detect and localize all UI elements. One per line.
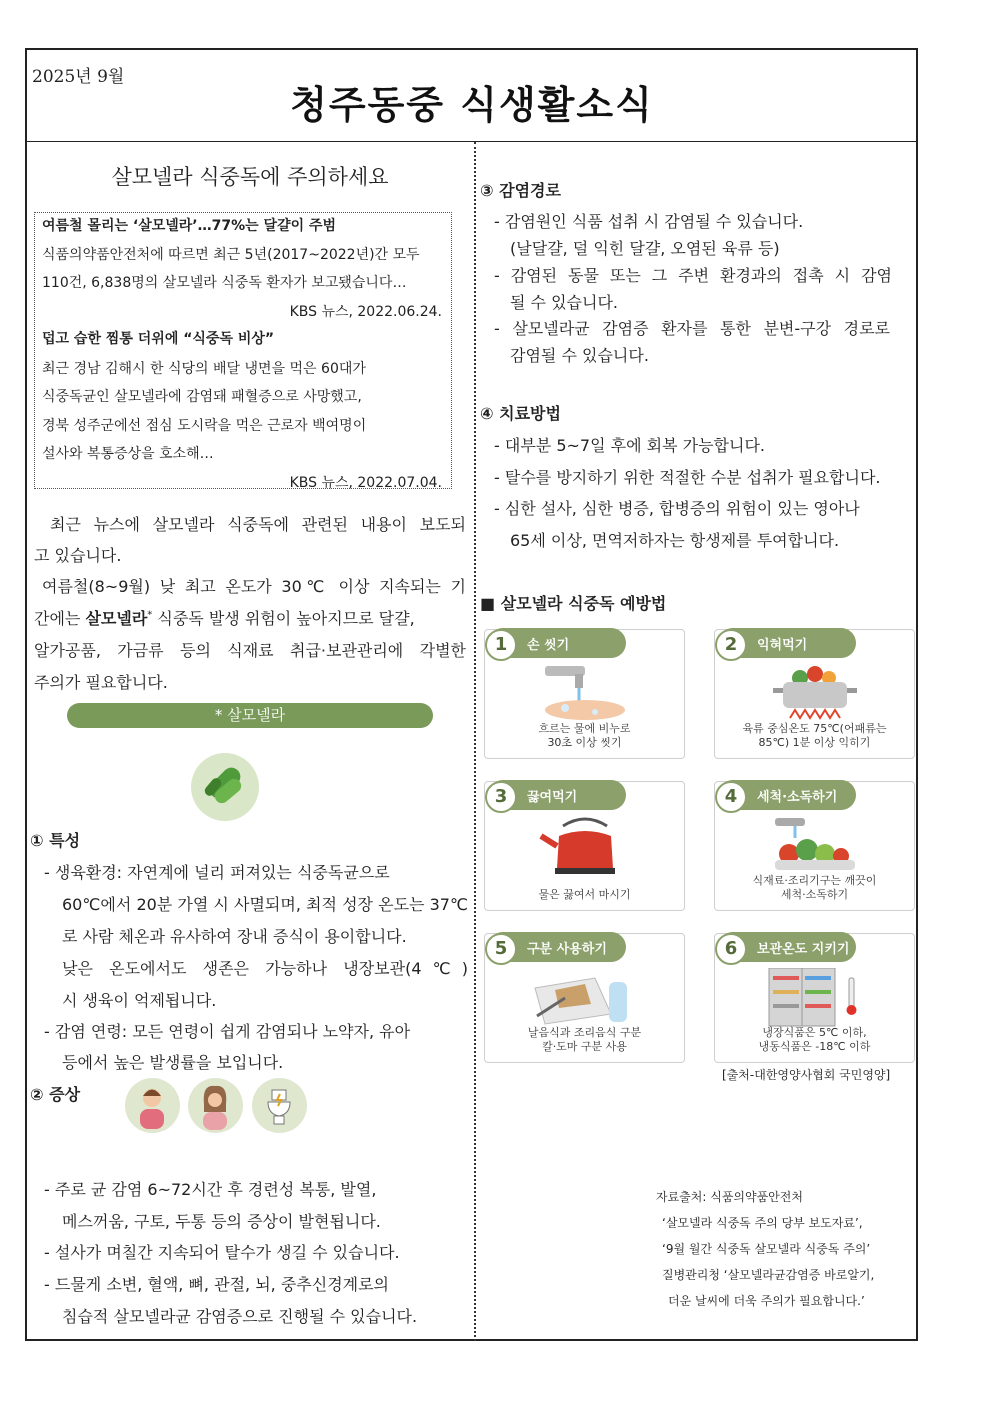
intro-text: 여름철(8~9월) 낮 최고 온도가 30℃ 이상 지속되는 기 <box>42 577 466 596</box>
headache-icon <box>188 1078 243 1133</box>
card-label: 끓여먹기 <box>527 790 578 805</box>
prevention-card-handwash <box>484 629 685 759</box>
infection-route-line: (날달걀, 덜 익힌 달걀, 오염된 육류 등) <box>510 239 780 258</box>
card-caption: 식재료·조리기구는 깨끗이 세척·소독하기 <box>752 874 877 901</box>
intro-line <box>34 638 466 661</box>
news-line: 경북 성주군에선 점심 도시락을 먹은 근로자 백여명이 <box>42 418 367 434</box>
symptoms-line: 메스꺼움, 구토, 두통 등의 증상이 발현됩니다. <box>62 1212 381 1231</box>
intro-line <box>34 574 466 597</box>
intro-text: 간에는 <box>34 609 86 628</box>
symptoms-title: ② 증상 <box>30 1085 81 1104</box>
news-line: 최근 경남 김해시 한 식당의 배달 냉면을 먹은 60대가 <box>42 361 366 377</box>
intro-line <box>34 512 466 535</box>
infection-route-line <box>494 316 890 339</box>
infection-route-line: - 감염원인 식품 섭취 시 감염될 수 있습니다. <box>494 212 804 231</box>
news-line: 설사와 복통증상을 호소해… <box>42 446 214 462</box>
cutting-board-icon <box>525 968 645 1030</box>
symptoms-line: - 설사가 며칠간 지속되어 탈수가 생길 수 있습니다. <box>44 1243 400 1262</box>
characteristics-line: 시 생육이 억제됩니다. <box>62 991 217 1010</box>
prevention-card-cook <box>714 629 915 759</box>
kettle-icon <box>525 816 645 878</box>
intro-bold: 살모넬라 <box>85 609 148 628</box>
prevention-card-boil <box>484 781 685 911</box>
characteristics-line: 로 사람 체온과 유사하여 장내 증식이 용이합니다. <box>62 927 407 946</box>
page-title: 청주동중 식생활소식 <box>290 83 654 127</box>
infection-route-text: - 감염된 동물 또는 그 주변 환경과의 접촉 시 감염 <box>494 266 892 285</box>
treatment-line: - 대부분 5~7일 후에 회복 가능합니다. <box>494 436 765 455</box>
salmonella-pill: * 살모넬라 <box>67 703 433 728</box>
news-headline: 여름철 몰리는 ‘살모넬라’…77%는 달걀이 주범 <box>42 218 337 234</box>
stomachache-icon <box>125 1078 180 1133</box>
symptoms-line: - 드물게 소변, 혈액, 뼈, 관절, 뇌, 중추신경계로의 <box>44 1275 390 1294</box>
treatment-line: - 탈수를 방지하기 위한 적절한 수분 섭취가 필요합니다. <box>494 468 881 487</box>
intro-text: 식중독 발생 위험이 높아지므로 달걀, <box>152 609 415 628</box>
column-divider <box>474 142 476 1341</box>
bacteria-icon <box>187 752 263 822</box>
header-divider <box>25 141 918 142</box>
prevention-card-storage <box>714 933 915 1063</box>
characteristics-line <box>62 956 468 979</box>
reference-line: 질병관리청 ‘살모넬라균감염증 바로알기, <box>662 1268 875 1282</box>
card-number: 5 <box>485 933 517 965</box>
characteristics-line: - 감염 연령: 모든 연령이 쉽게 감염되나 노약자, 유아 <box>44 1022 411 1041</box>
reference-line: 더운 날씨에 더욱 주의가 필요합니다.’ <box>668 1294 865 1308</box>
news-line: 식품의약품안전처에 따르면 최근 5년(2017~2022년)간 모두 <box>42 247 420 263</box>
card-caption: 육류 중심온도 75℃(어패류는 85℃) 1분 이상 익히기 <box>742 722 887 749</box>
infection-route-line: 감염될 수 있습니다. <box>510 346 649 365</box>
intro-line: 고 있습니다. <box>34 546 122 565</box>
characteristics-title: ① 특성 <box>30 831 81 850</box>
card-number: 4 <box>715 781 747 813</box>
footnote-mark: * <box>147 609 153 621</box>
intro-text: 최근 뉴스에 살모넬라 식중독에 관련된 내용이 보도되 <box>50 515 466 534</box>
characteristics-line: 등에서 높은 발생률을 보입니다. <box>62 1053 284 1072</box>
issue-date: 2025년 9월 <box>32 67 125 87</box>
card-caption: 냉장식품은 5℃ 이하, 냉동식품은 -18℃ 이하 <box>758 1026 871 1053</box>
section-title: 살모넬라 식중독에 주의하세요 <box>111 165 389 189</box>
news-source: KBS 뉴스, 2022.06.24. <box>289 304 442 320</box>
treatment-line: 65세 이상, 면역저하자는 항생제를 투여합니다. <box>510 531 840 550</box>
cards-source: [출처-대한영양사협회 국민영양] <box>722 1068 891 1082</box>
toilet-icon <box>252 1078 307 1133</box>
card-number: 1 <box>485 629 517 661</box>
card-label: 손 씻기 <box>527 638 570 653</box>
prevention-card-separate <box>484 933 685 1063</box>
card-label: 세척·소독하기 <box>757 790 838 805</box>
symptoms-line: - 주로 균 감염 6~72시간 후 경련성 복통, 발열, <box>44 1180 377 1199</box>
news-line: 110건, 6,838명의 살모넬라 식중독 환자가 보고됐습니다… <box>42 275 407 291</box>
infection-route-line: 될 수 있습니다. <box>510 293 618 312</box>
intro-line: 주의가 필요합니다. <box>34 673 168 692</box>
symptoms-line: 침습적 살모넬라균 감염증으로 진행될 수 있습니다. <box>62 1307 418 1326</box>
news-source: KBS 뉴스, 2022.07.04. <box>289 475 442 491</box>
reference-line: 자료출처: 식품의약품안전처 <box>656 1190 803 1204</box>
card-caption: 날음식과 조리음식 구분 칼·도마 구분 사용 <box>527 1026 642 1053</box>
handwash-icon <box>525 664 645 726</box>
infection-route-text: - 살모넬라균 감염증 환자를 통한 분변-구강 경로로 <box>494 319 890 338</box>
characteristics-line <box>62 892 468 915</box>
vegetables-washing-icon <box>755 816 875 878</box>
treatment-line: - 심한 설사, 심한 병증, 합병증의 위험이 있는 영아나 <box>494 499 860 518</box>
intro-line <box>34 606 415 629</box>
prevention-title: ■ 살모넬라 식중독 예방법 <box>480 594 667 613</box>
reference-line: ‘살모넬라 식중독 주의 당부 보도자료’, <box>662 1216 863 1230</box>
card-number: 6 <box>715 933 747 965</box>
infection-route-title: ③ 감염경로 <box>480 181 561 200</box>
card-number: 3 <box>485 781 517 813</box>
treatment-title: ④ 치료방법 <box>480 404 561 423</box>
characteristics-line: - 생육환경: 자연계에 널리 퍼져있는 식중독균으로 <box>44 863 390 882</box>
characteristics-text: 60℃에서 20분 가열 시 사멸되며, 최적 성장 온도는 37℃ <box>62 895 468 914</box>
news-headline: 덥고 습한 찜통 더위에 “식중독 비상” <box>42 331 275 347</box>
intro-text: 알가공품, 가금류 등의 식재료 취급·보관관리에 각별한 <box>34 641 466 660</box>
card-label: 익혀먹기 <box>757 638 808 653</box>
card-number: 2 <box>715 629 747 661</box>
card-caption: 흐르는 물에 비누로 30초 이상 씻기 <box>538 722 631 749</box>
news-line: 식중독균인 살모넬라에 감염돼 패혈증으로 사망했고, <box>42 389 362 405</box>
infection-route-line <box>494 263 892 286</box>
refrigerator-icon <box>755 968 875 1030</box>
card-label: 보관온도 지키기 <box>757 942 850 957</box>
reference-line: ‘9월 월간 식중독 살모넬라 식중독 주의’ <box>662 1242 871 1256</box>
card-caption: 물은 끓여서 마시기 <box>538 888 631 901</box>
prevention-card-wash <box>714 781 915 911</box>
characteristics-text: 낮은 온도에서도 생존은 가능하나 냉장보관(4℃) <box>62 959 468 978</box>
cooking-pot-icon <box>755 664 875 726</box>
card-label: 구분 사용하기 <box>527 942 607 957</box>
